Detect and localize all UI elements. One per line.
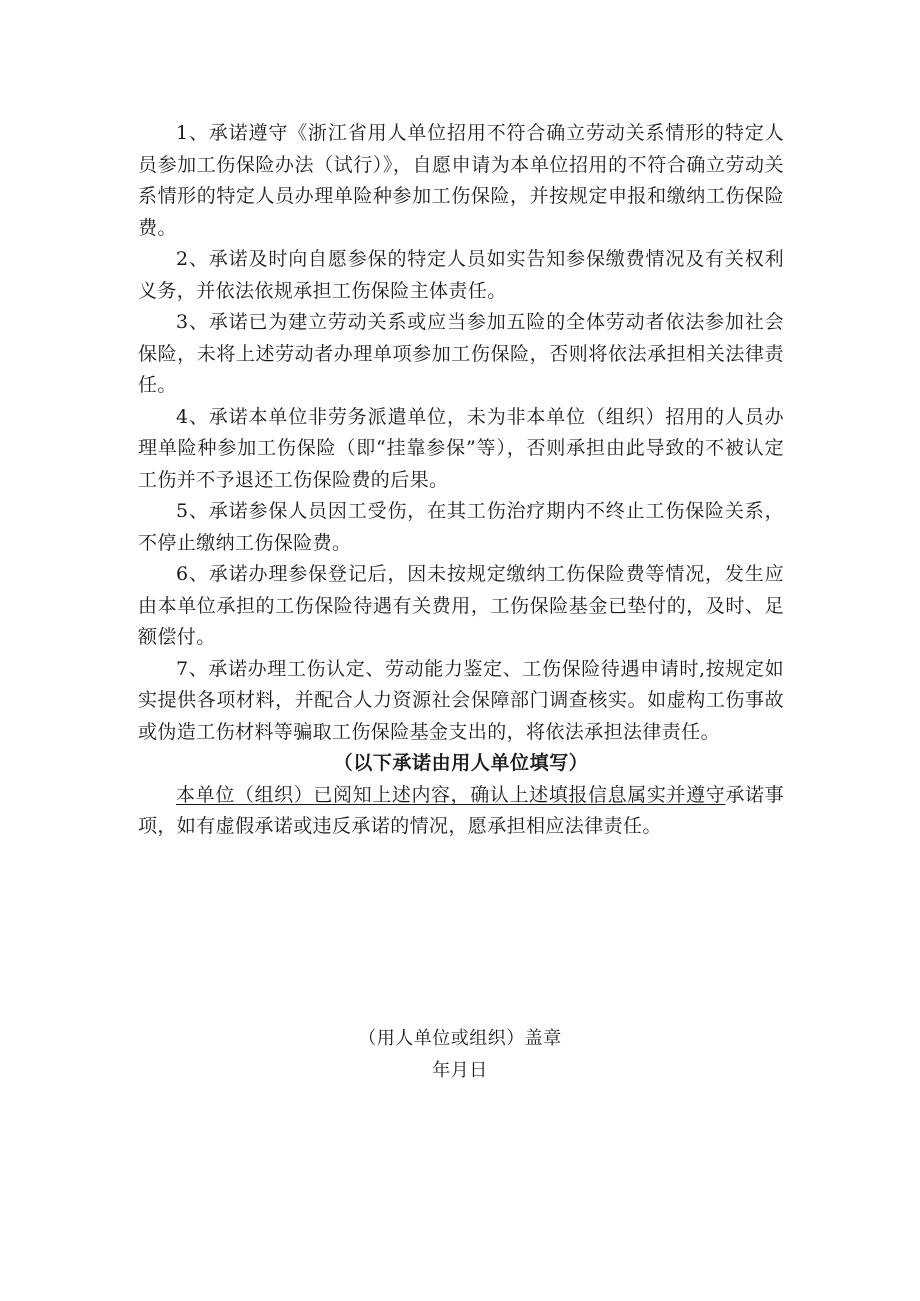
date-label: 年月日: [432, 1060, 488, 1081]
commitment-item-4: 4、承诺本单位非劳务派遣单位，未为非本单位（组织）招用的人员办理单险种参加工伤保险（即“挂靠参保”等），否则承担由此导致的不被认定工伤并不予退还工伤保险费的后果。: [138, 405, 784, 491]
employer-statement-rest: 承诺事项，如有虚假承诺或违反承诺的情况，愿承担相应法律责任。: [138, 783, 784, 837]
commitment-item-2: 2、承诺及时向自愿参保的特定人员如实告知参保缴费情况及有关权利义务，并依法依规承担工伤保险主体责任。: [138, 248, 784, 302]
commitment-item-1: 1、承诺遵守《浙江省用人单位招用不符合确立劳动关系情形的特定人员参加工伤保险办法（试行）》，自愿申请为本单位招用的不符合确立劳动关系情形的特定人员办理单险种参加工伤保险，并按规定申报和缴纳工伤保险费。: [138, 122, 784, 239]
commitment-body: [138, 118, 784, 843]
commitment-item-5: 5、承诺参保人员因工受伤，在其工伤治疗期内不终止工伤保险关系，不停止缴纳工伤保险费。: [138, 500, 784, 554]
commitment-item-7: 7、承诺办理工伤认定、劳动能力鉴定、工伤保险待遇申请时,按规定如实提供各项材料，并配合人力资源社会保障部门调查核实。如虚构工伤事故或伪造工伤材料等骗取工伤保险基金支出的，将依法承担法律责任。: [138, 657, 784, 743]
employer-section-title: （以下承诺由用人单位填写）: [333, 752, 589, 774]
commitment-item-6: 6、承诺办理参保登记后，因未按规定缴纳工伤保险费等情况，发生应由本单位承担的工伤保险待遇有关费用，工伤保险基金已垫付的，及时、足额偿付。: [138, 563, 784, 648]
employer-statement-underlined: 本单位（组织）已阅知上述内容，确认上述填报信息属实并遵守: [176, 783, 726, 806]
stamp-label: （用人单位或组织）盖章: [358, 1028, 562, 1049]
commitment-item-3: 3、承诺已为建立劳动关系或应当参加五险的全体劳动者依法参加社会保险，未将上述劳动者办理单项参加工伤保险，否则将依法承担相关法律责任。: [138, 311, 784, 396]
employer-statement: [138, 780, 784, 843]
